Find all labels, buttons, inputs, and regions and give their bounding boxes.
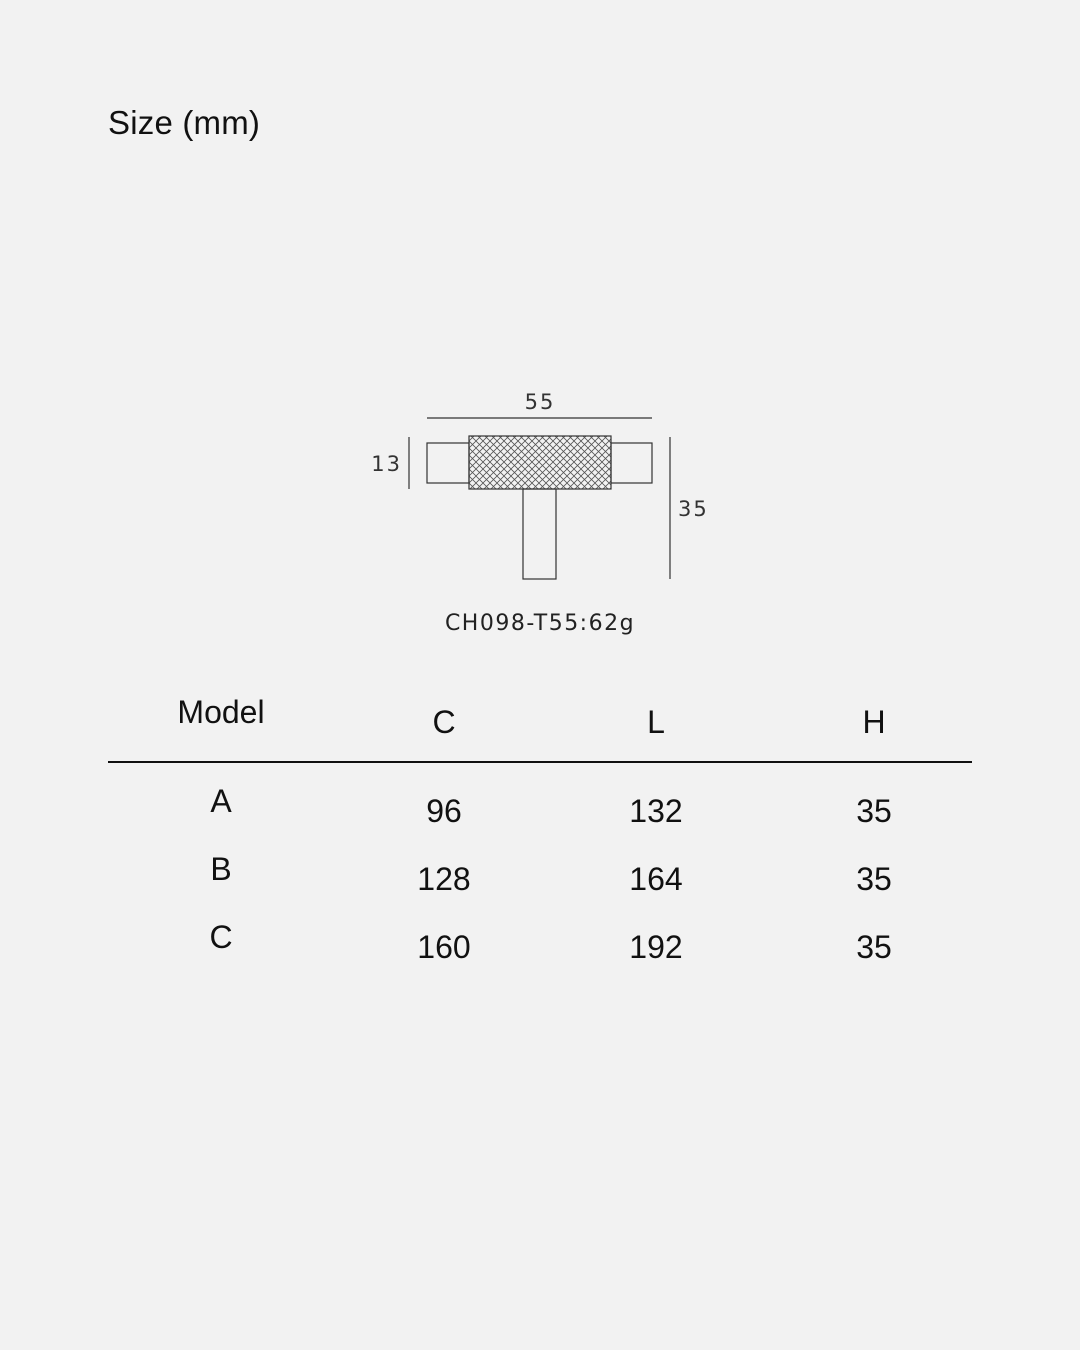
width-dimension-label: 55 — [524, 390, 556, 414]
column-header-c: C — [432, 704, 456, 740]
table-cell-l: 164 — [629, 861, 683, 897]
table-cell-c: 128 — [417, 861, 471, 897]
handle-right-end — [611, 443, 652, 483]
table-cell-h: 35 — [856, 861, 892, 897]
handle-stem — [523, 489, 556, 579]
column-header-h: H — [862, 704, 886, 740]
handle-left-end — [427, 443, 469, 483]
page-title: Size (mm) — [108, 104, 261, 141]
table-cell-l: 192 — [629, 929, 683, 965]
table-cell-model: A — [210, 783, 232, 819]
table-cell-h: 35 — [856, 929, 892, 965]
table-cell-c: 160 — [417, 929, 471, 965]
handle-knurled-grip — [469, 436, 611, 489]
model-weight-caption: CH098-T55:62g — [444, 611, 636, 636]
table-cell-l: 132 — [629, 793, 683, 829]
total-height-dimension-label: 35 — [678, 497, 709, 521]
table-cell-h: 35 — [856, 793, 892, 829]
column-header-model: Model — [177, 694, 265, 730]
table-cell-model: B — [210, 851, 232, 887]
table-cell-model: C — [209, 919, 233, 955]
column-header-l: L — [647, 704, 665, 740]
bar-height-dimension-label: 13 — [371, 452, 402, 476]
table-header-divider — [108, 761, 972, 763]
table-cell-c: 96 — [426, 793, 462, 829]
